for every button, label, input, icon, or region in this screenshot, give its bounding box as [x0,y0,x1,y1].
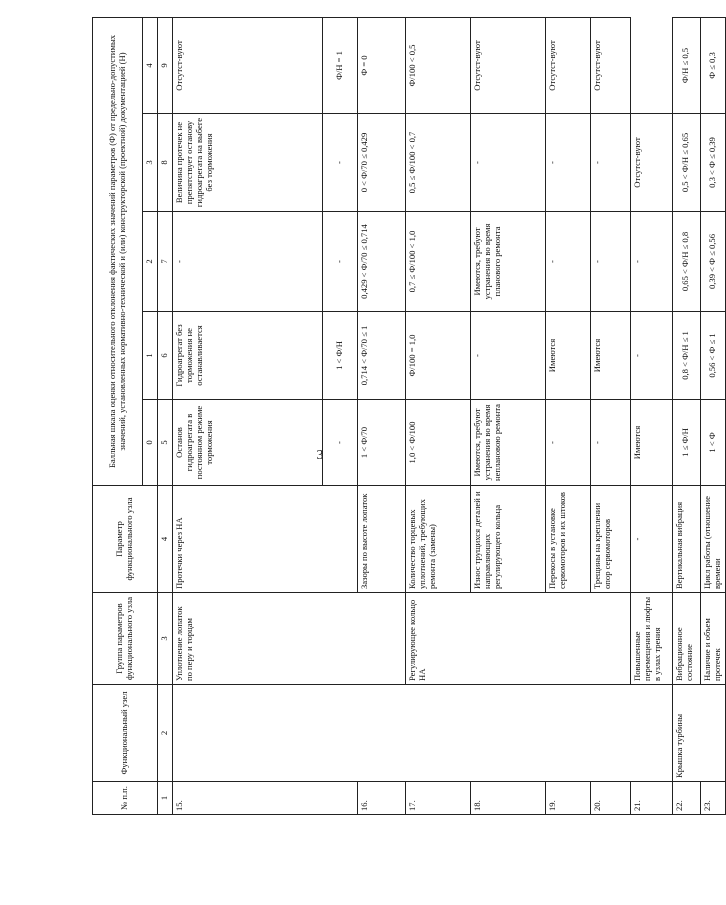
header-score-3: 3 [143,114,158,212]
score-1-cell: 0,714 < Ф/70 ≤ 1 [357,312,405,400]
score-2-cell: - [630,312,672,400]
col-number: 4 [157,486,172,593]
col-number: 6 [157,312,172,400]
param-cell: Цикл работы (отношение времени [700,486,725,593]
row-number: 18. [470,782,545,815]
param-cell: Протечки через НА [172,486,357,593]
score-4-cell: Ф/Н ≤ 0,5 [672,18,700,114]
param-cell: Вертикальная вибрация [672,486,700,593]
score-1-cell: 1 < Ф/Н [322,312,357,400]
row-number: 21. [630,782,672,815]
score-1-cell: 0,8 < Ф/Н ≤ 1 [672,312,700,400]
col-number: 1 [157,782,172,815]
score-1-cell: Ф/100 = 1,0 [405,312,470,400]
score-1-cell: - [470,312,545,400]
score-2-cell: 0,39 < Ф ≤ 0,56 [700,212,725,312]
score-0-cell: - [322,400,357,486]
score-2-cell: 0,429 < Ф/70 ≤ 0,714 [357,212,405,312]
row-number: 23. [700,782,725,815]
score-4-cell: Отсутст-вуют [630,114,672,212]
col-number: 8 [157,114,172,212]
param-cell: Износ трущихся деталей и направляющих регулирующего кольца [470,486,545,593]
col-number: 9 [157,18,172,114]
score-3-cell: - [322,114,357,212]
score-4-cell: Ф ≤ 0,3 [700,18,725,114]
group-cell: Наличие и объем протечек [700,593,725,685]
header-scale: Балльная шкала оценки относительного отклонения фактических значений параметров (Ф) от предельно-допустимых значений, установленных нормативно-технической и (или) конструкторской (проектной) документацией (Н) [93,18,143,486]
param-cell: Зазоры по высоте лопаток [357,486,405,593]
score-4-cell: Отсутст-вуют [590,18,630,114]
score-1-cell: Имеются [545,312,590,400]
header-score-0: 0 [143,400,158,486]
score-3-cell: - [470,114,545,212]
score-4-cell: Отсутст-вуют [172,18,322,114]
header-no: № п.п. [93,782,158,815]
score-0-cell: - [590,400,630,486]
score-4-cell: Ф = 0 [357,18,405,114]
rating-scale-table [92,17,726,815]
group-cell: Уплотнение лопаток по перу и торцам [172,593,405,685]
score-0-cell: - [545,400,590,486]
score-3-cell: 0,3 < Ф ≤ 0,39 [700,114,725,212]
rotated-table-container [92,18,722,815]
header-group: Группа параметров функционального узла [93,593,158,685]
row-number: 15. [172,782,357,815]
score-0-cell: 1,0 < Ф/100 [405,400,470,486]
node-cell [172,685,672,782]
score-1-cell: Гидроагрегат без торможения не останавливается [172,312,322,400]
score-2-cell: Имеются, требуют устранения во время планового ремонта [470,212,545,312]
param-cell: Трещины на креплении опор сервомоторов [590,486,630,593]
score-2-cell: - [322,212,357,312]
node-cell: Крышка турбины [672,685,725,782]
header-score-4: 4 [143,18,158,114]
score-2-cell: - [172,212,322,312]
score-2-cell: - [590,212,630,312]
row-number: 17. [405,782,470,815]
page-number: 3 [316,448,324,463]
header-node: Функциональный узел [93,685,158,782]
row-number: 22. [672,782,700,815]
score-3-cell: - [630,212,672,312]
score-0-cell: - [630,486,672,593]
score-3-cell: 0,5 ≤ Ф/100 < 0,7 [405,114,470,212]
score-4-cell: Отсутст-вуют [545,18,590,114]
score-1-cell: Имеются [630,400,672,486]
score-0-cell: 1 < Ф [700,400,725,486]
header-score-1: 1 [143,312,158,400]
col-number: 7 [157,212,172,312]
param-cell: Повышенные перемещения и люфты в узлах трения [630,593,672,685]
col-number: 5 [157,400,172,486]
score-2-cell: 0,7 ≤ Ф/100 < 1,0 [405,212,470,312]
score-2-cell: 0,65 < Ф/Н ≤ 0,8 [672,212,700,312]
score-3-cell: - [545,114,590,212]
score-3-cell: 0,5 < Ф/Н ≤ 0,65 [672,114,700,212]
score-4-cell: Ф/Н = 1 [322,18,357,114]
table-row [172,18,322,815]
row-number: 20. [590,782,630,815]
header-score-2: 2 [143,212,158,312]
score-3-cell: Величина протечек не препятствует останову гидроагрегата на выбеге без торможения [172,114,322,212]
header-param: Параметр функционального узла [93,486,158,593]
score-0-cell: 1 < Ф/70 [357,400,405,486]
score-0-cell: Останов гидроагрегата в постоянном режиме торможения [172,400,322,486]
group-cell: Вибрационное состояние [672,593,700,685]
table-row [672,18,700,815]
param-cell: Количество торцевых уплотнений, требующих ремонта (замены) [405,486,470,593]
score-0-cell: 1 ≤ Ф/Н [672,400,700,486]
col-number: 3 [157,593,172,685]
group-cell: Регулирующее кольцо НА [405,593,630,685]
col-number: 2 [157,685,172,782]
score-1-cell: 0,56 < Ф ≤ 1 [700,312,725,400]
param-cell: Перекосы в установке сервомоторов и их штоков [545,486,590,593]
score-3-cell: - [590,114,630,212]
score-4-cell: Отсутст-вуют [470,18,545,114]
row-number: 19. [545,782,590,815]
score-3-cell: 0 < Ф/70 ≤ 0,429 [357,114,405,212]
row-number: 16. [357,782,405,815]
score-2-cell: - [545,212,590,312]
score-4-cell: Ф/100 < 0,5 [405,18,470,114]
score-0-cell: Имеются, требуют устранения во время неплановою ремонта [470,400,545,486]
score-1-cell: Имеются [590,312,630,400]
